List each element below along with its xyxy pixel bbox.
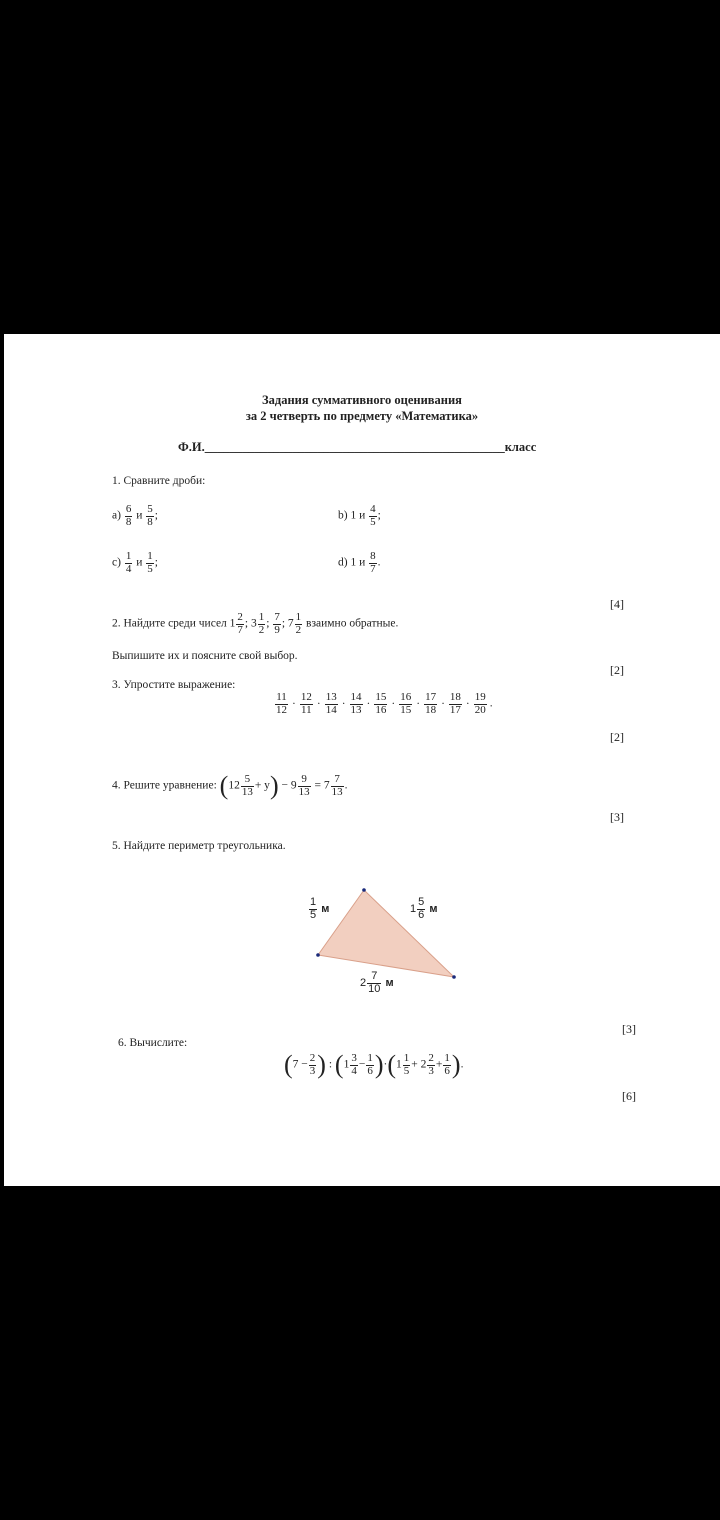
fio-line: ________________________________________________: [204, 440, 505, 454]
t3-dot: ·: [465, 697, 470, 710]
t3-dot: ·: [292, 697, 296, 710]
t3-fraction: $\frac{19}{20}$: [474, 691, 486, 716]
task3-text: 3. Упростите выражение:: [112, 679, 236, 691]
class-label: класс: [504, 440, 537, 454]
task4-equation: 4. Решите уравнение: (12 $\frac{5}{13}$ + y) − 9 $\frac{9}{13}$ = 7 $\frac{7}{13}$ .: [112, 771, 348, 800]
vertex-right: [452, 975, 456, 979]
side-label-left: $\frac{1}{5}$ м: [310, 896, 330, 921]
side-label-right: 1 $\frac{5}{6}$ м: [410, 896, 438, 921]
task2-line2: Выпишите их и поясните свой выбор.: [112, 650, 298, 662]
task1-score: [4]: [610, 597, 624, 611]
vertex-left: [316, 953, 320, 957]
task5-score: [3]: [622, 1022, 636, 1036]
t3-dot: ·: [366, 697, 371, 710]
task6-expression: (7 − $\frac{2}{3}$ ) : (1 $\frac{3}{4}$ − $\frac{1}{6}$ )·(1 $\frac{1}{5}$ + 2 $\frac{2}{3}$ + $\frac{1}{6}$ ).: [284, 1050, 464, 1079]
vertex-top: [362, 888, 366, 892]
fio-row: [178, 440, 536, 455]
t3-dot: ·: [391, 697, 396, 710]
task2-text: 2. Найдите среди чисел 1 $\frac{2}{7}$ ; 3 $\frac{1}{2}$ ; $\frac{7}{9}$ ; 7 $\frac{1}{2}$ взаимно обратные.: [112, 611, 399, 636]
task1-a: a) $\frac{6}{8}$ и $\frac{5}{8}$ ;: [112, 503, 158, 528]
task6-score: [6]: [622, 1089, 636, 1103]
t3-fraction: $\frac{12}{11}$: [300, 691, 312, 716]
t3-fraction: $\frac{17}{18}$: [425, 691, 437, 716]
t3-fraction: $\frac{15}{16}$: [375, 691, 387, 716]
title-line-2: за 2 четверть по предмету «Математика»: [245, 409, 479, 423]
t3-dot: ·: [316, 697, 321, 710]
task1-c: c) $\frac{1}{4}$ и $\frac{1}{5}$ ;: [112, 550, 158, 575]
t3-fraction: $\frac{11}{12}$: [276, 691, 287, 716]
t3-dot: ·: [341, 697, 346, 710]
triangle-figure: [294, 874, 494, 994]
task1-b: b) 1 и $\frac{4}{5}$ ;: [338, 503, 381, 528]
task5-text: 5. Найдите периметр треугольника.: [112, 840, 286, 852]
task3-score: [2]: [610, 730, 624, 744]
task2-score: [2]: [610, 663, 624, 677]
fio-label: Ф.И.: [178, 440, 205, 454]
task4-score: [3]: [610, 810, 624, 824]
task1-d: d) 1 и $\frac{8}{7}$ .: [338, 550, 381, 575]
side-label-bottom: 2 $\frac{7}{10}$ м: [360, 970, 394, 995]
task6-text: 6. Вычислите:: [118, 1037, 188, 1049]
t3-fraction: $\frac{18}{17}$: [449, 691, 461, 716]
t3-fraction: $\frac{13}{14}$: [325, 691, 337, 716]
worksheet-page: [4, 334, 720, 1186]
task1-text: 1. Сравните дроби:: [112, 475, 206, 487]
task3-expression: $\frac{11}{12}$ · $\frac{12}{11}$ · $\frac{13}{14}$ · $\frac{14}{13}$ · $\frac{15}{16}$ · $\frac{16}{15}$ · $\frac{17}{18}$ · $\frac{18}{17}$ · $\frac{19}{20}$ .: [276, 691, 493, 716]
title-line-1: Задания суммативного оценивания: [262, 393, 462, 407]
t3-dot: ·: [416, 697, 421, 710]
t3-fraction: $\frac{14}{13}$: [350, 691, 362, 716]
t3-dot: ·: [441, 697, 445, 710]
t3-fraction: $\frac{16}{15}$: [400, 691, 412, 716]
